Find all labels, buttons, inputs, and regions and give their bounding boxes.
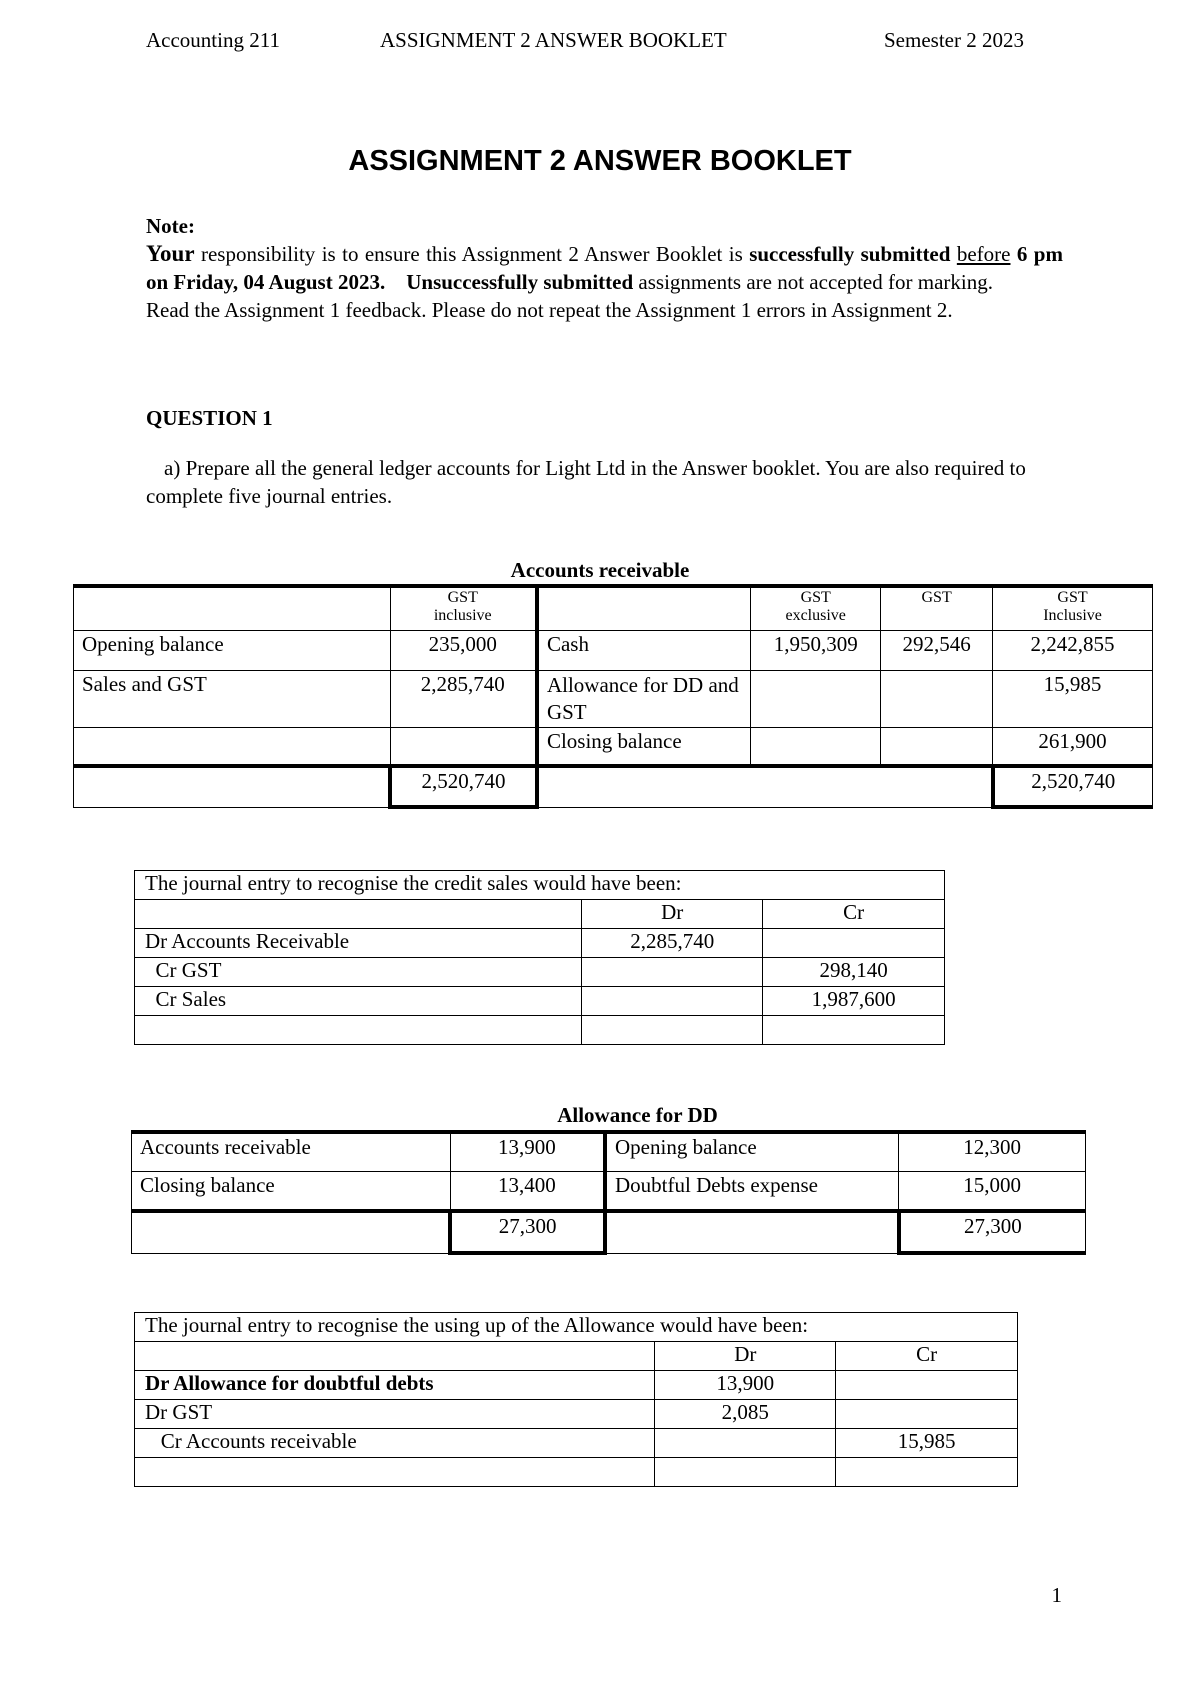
journal-row xyxy=(135,987,945,1016)
journal-2-dr: 2,085 xyxy=(655,1400,836,1429)
ar-cr-label: Allowance for DD and GST xyxy=(537,670,751,727)
journal-2-cr xyxy=(836,1371,1018,1400)
journal-2-dr xyxy=(655,1429,836,1458)
journal-2-dr-head: Dr xyxy=(655,1342,836,1371)
note-before: before xyxy=(956,242,1011,266)
journal-1-cr xyxy=(763,929,945,958)
add-cr-label: Opening balance xyxy=(605,1132,899,1171)
add-total-blank-2 xyxy=(605,1211,899,1253)
note-deadline: 6 pm on Friday, 04 August 2023. xyxy=(146,242,1063,294)
journal-2-account: Dr Allowance for doubtful debts xyxy=(135,1371,655,1400)
journal-1-dr: 2,285,740 xyxy=(582,929,763,958)
note-paragraph-1 xyxy=(146,240,1063,296)
journal-row xyxy=(135,1400,1018,1429)
ar-dr-label xyxy=(74,727,391,766)
journal-1-cr xyxy=(763,1016,945,1045)
add-dr-amount: 13,400 xyxy=(450,1171,605,1211)
ar-cr-gst xyxy=(881,727,993,766)
journal-2-cr: 15,985 xyxy=(836,1429,1018,1458)
ar-cr-label: Cash xyxy=(537,630,751,670)
note-block xyxy=(146,212,1063,324)
ar-header-blank-2 xyxy=(537,586,751,630)
journal-2-cr-head: Cr xyxy=(836,1342,1018,1371)
ar-dr-label: Sales and GST xyxy=(74,670,391,727)
journal-2-account: Dr GST xyxy=(135,1400,655,1429)
journal-2-cr xyxy=(836,1400,1018,1429)
journal-1-account xyxy=(135,1016,582,1045)
page-number: 1 xyxy=(1051,1583,1062,1607)
ar-dr-amount: 235,000 xyxy=(390,630,537,670)
journal-credit-sales-table xyxy=(134,870,945,1045)
question-text xyxy=(146,454,1063,510)
ar-ledger-title: Accounts receivable xyxy=(510,558,690,582)
ar-dr-amount xyxy=(390,727,537,766)
add-total-blank-1 xyxy=(132,1211,451,1253)
note-text-a: responsibility is to ensure this Assignment 2 Answer Booklet is xyxy=(194,242,750,266)
ar-ledger-table xyxy=(73,584,1153,809)
journal-row xyxy=(135,1458,1018,1487)
journal-2-account xyxy=(135,1458,655,1487)
note-unsuccessfully-submitted: Unsuccessfully submitted xyxy=(406,270,634,294)
ar-cr-gst: 292,546 xyxy=(881,630,993,670)
header-semester: Semester 2 2023 xyxy=(884,28,1024,52)
ar-total-row xyxy=(74,766,1153,807)
note-successfully-submitted: successfully submitted xyxy=(749,242,951,266)
add-total-dr: 27,300 xyxy=(450,1211,605,1253)
journal-2-caption: The journal entry to recognise the using up of the Allowance would have been: xyxy=(135,1313,1018,1342)
ar-cr-label: Closing balance xyxy=(537,727,751,766)
add-total-cr: 27,300 xyxy=(899,1211,1086,1253)
journal-1-account: Dr Accounts Receivable xyxy=(135,929,582,958)
ar-dr-amount: 2,285,740 xyxy=(390,670,537,727)
note-text-e: assignments are not accepted for marking. xyxy=(633,270,993,294)
add-row xyxy=(132,1171,1086,1211)
add-cr-amount: 15,000 xyxy=(899,1171,1086,1211)
journal-2-cr xyxy=(836,1458,1018,1487)
header-booklet: ASSIGNMENT 2 ANSWER BOOKLET xyxy=(380,28,727,52)
journal-2-account: Cr Accounts receivable xyxy=(135,1429,655,1458)
add-row xyxy=(132,1132,1086,1171)
note-label: Note: xyxy=(146,214,195,238)
question-text-body: a) Prepare all the general ledger accounts for Light Ltd in the Answer booklet. You are also required to complete five journal entries. xyxy=(146,456,1026,508)
ar-cr-incl: 15,985 xyxy=(993,670,1153,727)
journal-2-head-blank xyxy=(135,1342,655,1371)
journal-row xyxy=(135,1016,945,1045)
note-your: Your xyxy=(146,241,195,266)
ar-row xyxy=(74,630,1153,670)
add-total-row xyxy=(132,1211,1086,1253)
journal-2-dr xyxy=(655,1458,836,1487)
journal-1-account: Cr Sales xyxy=(135,987,582,1016)
ar-cr-excl: 1,950,309 xyxy=(751,630,881,670)
journal-1-cr-head: Cr xyxy=(763,900,945,929)
ar-row xyxy=(74,727,1153,766)
journal-1-dr xyxy=(582,987,763,1016)
add-cr-label: Doubtful Debts expense xyxy=(605,1171,899,1211)
note-paragraph-2: Read the Assignment 1 feedback. Please do not repeat the Assignment 1 errors in Assignment 2. xyxy=(146,298,953,322)
ar-cr-excl xyxy=(751,727,881,766)
journal-row xyxy=(135,1371,1018,1400)
journal-1-dr xyxy=(582,958,763,987)
ar-total-blank-1 xyxy=(74,766,391,807)
journal-row xyxy=(135,1429,1018,1458)
ar-header-blank-1 xyxy=(74,586,391,630)
add-dr-label: Closing balance xyxy=(132,1171,451,1211)
add-dr-amount: 13,900 xyxy=(450,1132,605,1171)
journal-1-dr-head: Dr xyxy=(582,900,763,929)
ar-header-gst: GST xyxy=(881,586,993,630)
journal-row xyxy=(135,958,945,987)
journal-row xyxy=(135,929,945,958)
journal-1-caption: The journal entry to recognise the credit sales would have been: xyxy=(135,871,945,900)
journal-1-head-blank xyxy=(135,900,582,929)
ar-total-dr: 2,520,740 xyxy=(390,766,537,807)
ar-total-blank-2 xyxy=(537,766,993,807)
journal-2-dr: 13,900 xyxy=(655,1371,836,1400)
add-ledger-title: Allowance for DD xyxy=(557,1103,718,1127)
ar-cr-incl: 2,242,855 xyxy=(993,630,1153,670)
ar-total-cr: 2,520,740 xyxy=(993,766,1153,807)
ar-header-gst-inclusive-2: GST Inclusive xyxy=(993,586,1153,630)
ar-cr-incl: 261,900 xyxy=(993,727,1153,766)
ar-cr-excl xyxy=(751,670,881,727)
journal-allowance-table xyxy=(134,1312,1018,1487)
journal-1-cr: 1,987,600 xyxy=(763,987,945,1016)
allowance-ledger-table xyxy=(131,1130,1086,1255)
ar-dr-label: Opening balance xyxy=(74,630,391,670)
journal-1-dr xyxy=(582,1016,763,1045)
question-heading: QUESTION 1 xyxy=(146,406,273,430)
ar-header-gst-inclusive: GST inclusive xyxy=(390,586,537,630)
ar-cr-gst xyxy=(881,670,993,727)
ar-header-gst-exclusive: GST exclusive xyxy=(751,586,881,630)
ar-row xyxy=(74,670,1153,727)
header-course: Accounting 211 xyxy=(146,28,280,52)
add-dr-label: Accounts receivable xyxy=(132,1132,451,1171)
page-title: ASSIGNMENT 2 ANSWER BOOKLET xyxy=(348,145,852,177)
add-cr-amount: 12,300 xyxy=(899,1132,1086,1171)
journal-1-account: Cr GST xyxy=(135,958,582,987)
journal-1-cr: 298,140 xyxy=(763,958,945,987)
